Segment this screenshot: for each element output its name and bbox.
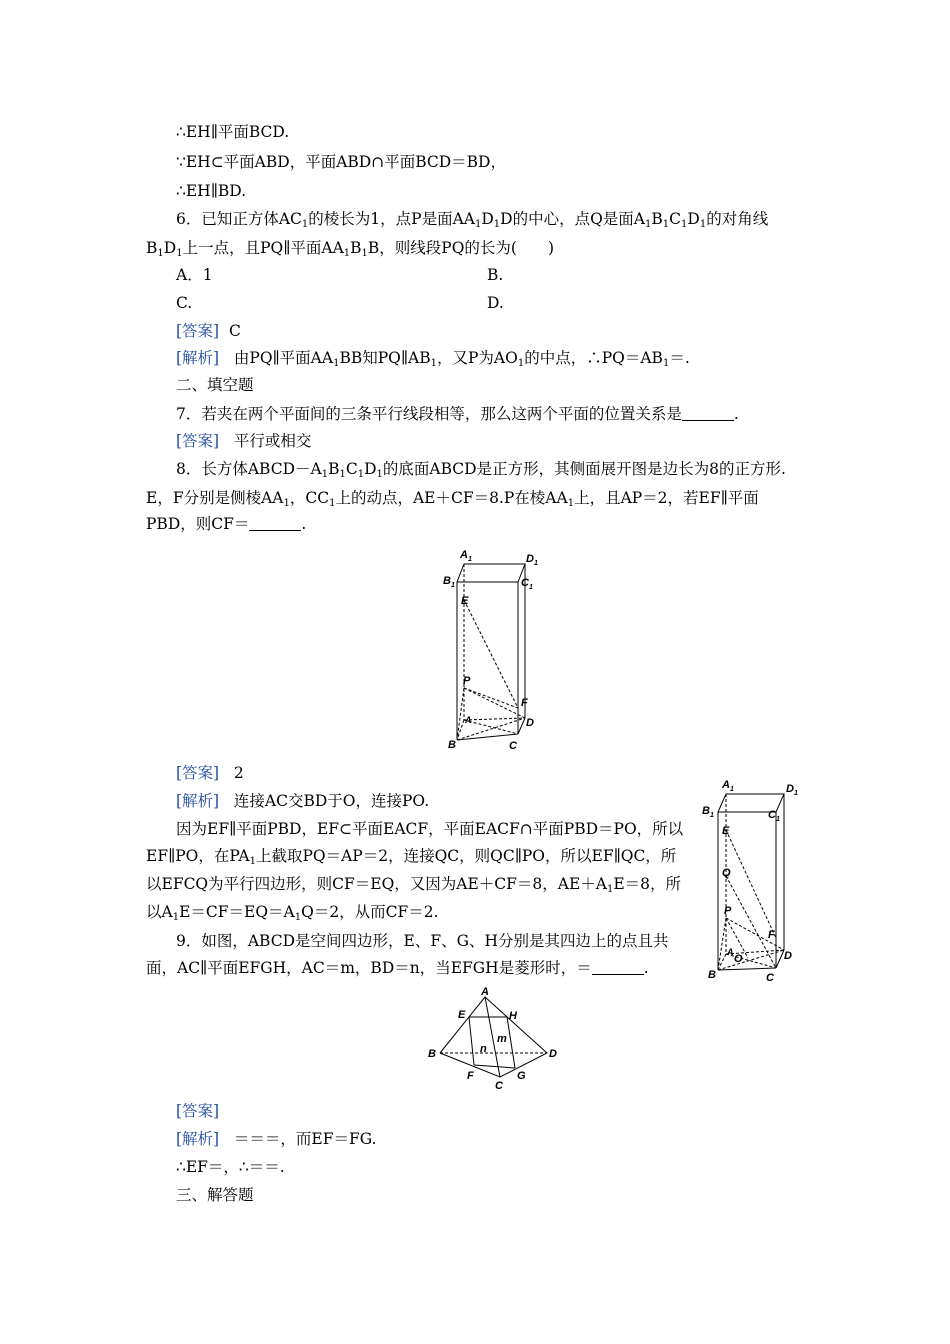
fig3-label-h: H [509, 1010, 517, 1022]
q8-analysis-3: EF∥PO，在$PA_1$上截取PQ＝AP＝2，连接QC，则QC∥PO，所以EF∥QC，所 [146, 847, 677, 867]
section-answer: 三、解答题 [176, 1186, 254, 1204]
q8-analysis-5: 以$A_1E=CF=EQ=A_1Q=2$，从而CF＝2. [146, 903, 439, 923]
fig3-label-d: D [549, 1048, 557, 1060]
fig2-label-d1: $D_1$ [786, 783, 798, 797]
fig1-label-c: C [509, 740, 517, 752]
fig3-label-g: G [517, 1070, 526, 1082]
fig1-label-d: D [526, 717, 534, 729]
fig1-label-f: F [521, 697, 528, 709]
fig2-label-b: B [708, 969, 716, 981]
q6-option-c: C. [176, 294, 193, 312]
q6-option-b: B. [487, 266, 504, 284]
q9-line-1: 9．如图，ABCD是空间四边形，E、F、G、H分别是其四边上的点且共 [176, 932, 669, 950]
fig1-label-p: P [463, 675, 471, 687]
q8-line-1: 8．长方体$ABCD-A_1B_1C_1D_1$的底面ABCD是正方形，其侧面展开图是边长为8的正方形. [176, 460, 786, 480]
fig2-label-a: A [727, 947, 734, 957]
fig2-label-q: Q [722, 867, 731, 879]
q6-answer: [答案] C [176, 322, 241, 340]
figure-prism-analysis [700, 778, 810, 986]
line-1: ∴EH∥平面BCD. [176, 123, 290, 141]
q9-analysis-2: ∴EF＝，∴＝＝. [176, 1158, 285, 1176]
fig2-label-f: F [768, 929, 775, 941]
q6-line-1: 6．已知正方体$AC_1$的棱长为1，点P是面$AA_1D_1D$的中心，点Q是面$A_1B_1C_1D_1$的对角线 [176, 210, 769, 230]
figure-tetrahedron [425, 985, 560, 1092]
q7-answer: [答案] 平行或相交 [176, 432, 312, 450]
fig1-label-b: B [448, 739, 456, 751]
q8-line-2: E，F分别是侧棱$AA_1$，$CC_1$上的动点，AE＋CF＝8.P在棱$AA_1$上，且AP＝2，若EF∥平面 [146, 489, 759, 509]
fig1-label-e: E [461, 595, 469, 607]
fig2-label-c1: $C_1$ [768, 809, 780, 823]
q8-answer: [答案] 2 [176, 764, 244, 782]
fig2-label-o: O [734, 953, 743, 965]
q9-analysis: [解析] ＝＝＝，而EF＝FG. [176, 1130, 377, 1148]
fig3-label-f: F [467, 1070, 474, 1082]
fig3-label-b: B [428, 1048, 436, 1060]
q8-analysis-2: 因为EF∥平面PBD，EF⊂平面EACF，平面EACF∩平面PBD＝PO，所以 [176, 820, 684, 838]
q9-answer: [答案] [176, 1102, 220, 1120]
fig2-label-a1: $A_1$ [722, 779, 734, 793]
fig3-label-c: C [495, 1080, 503, 1092]
figure-prism-q8 [440, 548, 540, 753]
q7: 7．若夹在两个平面间的三条平行线段相等，那么这两个平面的位置关系是 . [176, 405, 739, 423]
fig3-label-a: A [481, 986, 489, 998]
fig3-label-n: n [480, 1043, 487, 1055]
analysis-tag: [解析] [176, 349, 220, 367]
fig2-label-b1: $B_1$ [702, 805, 714, 819]
fig1-label-d1: $D_1$ [526, 553, 538, 567]
fig3-label-e: E [458, 1009, 466, 1021]
q9-line-2: 面，AC∥平面EFGH，AC＝m，BD＝n，当EFGH是菱形时，＝ . [146, 959, 649, 977]
q8-analysis-1: [解析] 连接AC交BD于O，连接PO. [176, 792, 430, 810]
fig1-label-c1: $C_1$ [521, 577, 533, 591]
q8-analysis-4: 以EFCQ为平行四边形，则CF＝EQ，又因为AE＋CF＝8，$AE+A_1E=8$，所 [146, 875, 682, 895]
q6-option-a: A．1 [176, 266, 213, 284]
line-3: ∴EH∥BD. [176, 182, 247, 200]
fig3-label-m: m [497, 1033, 507, 1045]
fig1-label-a1: $A_1$ [460, 549, 472, 563]
fig1-label-a: A [465, 715, 472, 725]
line-2: ∵EH⊂平面ABD，平面ABD∩平面BCD＝BD， [176, 153, 506, 171]
q6-option-d: D. [487, 294, 504, 312]
fig2-label-p: P [724, 905, 732, 917]
answer-tag: [答案] [176, 322, 220, 340]
section-fill-in: 二、填空题 [176, 376, 254, 394]
q6-line-2: $B_1D_1$上一点，且PQ∥平面$AA_1B_1B$，则线段PQ的长为( ) [146, 239, 555, 259]
q8-line-3: PBD，则CF＝ . [146, 515, 307, 533]
fig2-label-c: C [766, 972, 774, 984]
q6-analysis: [解析] 由PQ∥平面$AA_1BB$知$PQ\parallel AB_1$，又P为$AO_1$的中点，$\therefore PQ=AB_1=$. [176, 349, 690, 369]
fig1-label-b1: $B_1$ [443, 575, 455, 589]
fig2-label-e: E [722, 825, 730, 837]
fig2-label-d: D [784, 950, 792, 962]
